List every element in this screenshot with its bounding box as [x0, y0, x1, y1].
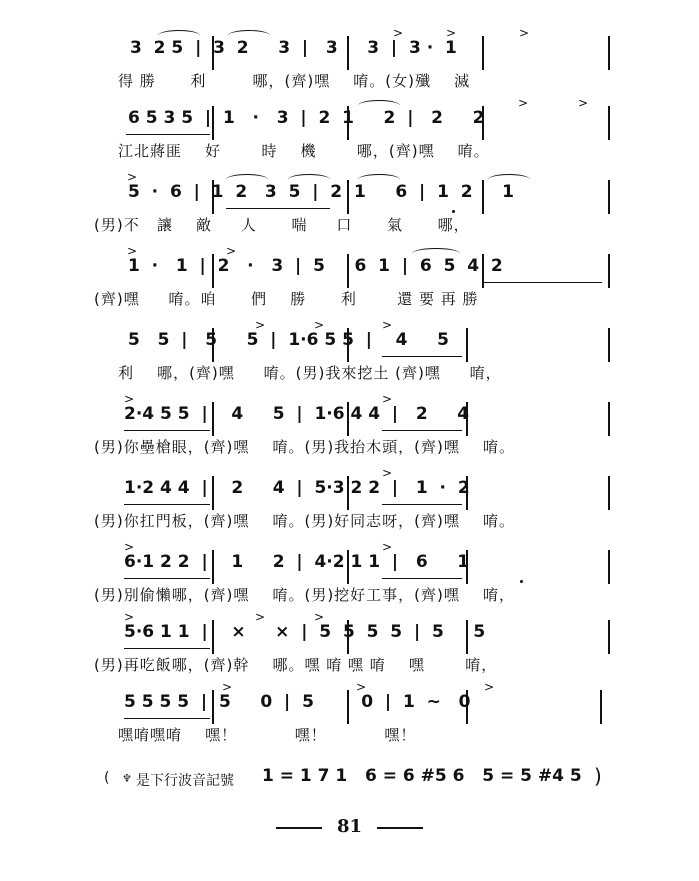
- notes-text: 2·4 5 5 | 4 5 | 1·6 4 4 | 2 4: [124, 404, 470, 424]
- score-system-6: [0, 392, 699, 462]
- lyric-text: 江北蔣匪 好 時 機 哪，(齊)嘿 唷。: [118, 142, 490, 160]
- notation-line: [0, 26, 699, 66]
- lyric-line: [0, 584, 699, 606]
- accent-mark: >: [222, 680, 233, 694]
- octave-dot: [520, 580, 523, 583]
- accent-mark: >: [393, 26, 404, 40]
- accent-mark: >: [578, 96, 589, 110]
- notes-text: 5 5 5 5 | 5 0 | 5 0 | 1 ~ 0: [124, 692, 471, 712]
- lyric-line: [0, 436, 699, 458]
- lyric-text: (齊)嘿 唷。咱 們 勝 利 還 要 再 勝: [94, 290, 479, 308]
- underline-beat: [382, 430, 462, 431]
- score-system-5: [0, 318, 699, 388]
- lyric-text: 嘿唷嘿唷 嘿！ 嘿！ 嘿！: [118, 726, 417, 744]
- lyric-text: 得 勝 利 哪，(齊)嘿 唷。(女)殲 滅: [118, 72, 471, 90]
- lyric-line: [0, 724, 699, 746]
- notation-line: [0, 680, 699, 720]
- footer-rule-left: [276, 827, 322, 829]
- underline-beat: [124, 504, 210, 505]
- underline-beat: [124, 718, 210, 719]
- accent-mark: >: [356, 680, 367, 694]
- accent-mark: >: [124, 540, 135, 554]
- underline-beat: [484, 282, 602, 283]
- accent-mark: >: [382, 466, 393, 480]
- lyric-text: (男)別偷懶哪，(齊)嘿 唷。(男)挖好工事，(齊)嘿 唷，: [94, 586, 515, 604]
- notation-line: [0, 466, 699, 506]
- lyric-text: (男)你壘槍眼，(齊)嘿 唷。(男)我抬木頭，(齊)嘿 唷。: [94, 438, 515, 456]
- octave-dot: [452, 210, 455, 213]
- lyric-text: (男)你扛門板，(齊)嘿 唷。(男)好同志呀，(齊)嘿 唷。: [94, 512, 515, 530]
- underline-beat: [126, 134, 210, 135]
- bar-line: [608, 254, 610, 288]
- underline-beat: [382, 504, 462, 505]
- underline-beat: [226, 208, 330, 209]
- legend-label: 是下行波音記號: [136, 773, 234, 789]
- notes-text: 6 5 3 5 | 1 · 3 | 2 1 2 | 2 2: [128, 108, 485, 128]
- bar-line: [608, 328, 610, 362]
- score-system-4: [0, 244, 699, 314]
- accent-mark: >: [226, 244, 237, 258]
- score-system-7: [0, 466, 699, 536]
- bar-line: [482, 36, 484, 70]
- notes-text: 6·1 2 2 | 1 2 | 4·2 1 1 | 6 1: [124, 552, 470, 572]
- bar-line: [608, 180, 610, 214]
- score-system-10: [0, 680, 699, 750]
- underline-beat: [124, 648, 210, 649]
- notes-text: 1·2 4 4 | 2 4 | 5·3 2 2 | 1 · 2: [124, 478, 470, 498]
- notes-text: 3 2 5 | 3 2 3 | 3 3 | 3 · 1: [130, 38, 457, 58]
- accent-mark: >: [518, 96, 529, 110]
- underline-beat: [124, 578, 210, 579]
- bar-line: [600, 690, 602, 724]
- lyric-line: [0, 510, 699, 532]
- lyric-line: [0, 362, 699, 384]
- notation-line: [0, 392, 699, 432]
- page-number: 81: [336, 816, 363, 837]
- notation-line: [0, 96, 699, 136]
- legend-formula: 1 = 1 7 1 6 = 6 #5 6 5 = 5 #4 5: [262, 766, 582, 786]
- accent-mark: >: [314, 610, 325, 624]
- lyric-line: [0, 654, 699, 676]
- lyric-line: [0, 140, 699, 162]
- accent-mark: >: [124, 610, 135, 624]
- accent-mark: >: [382, 318, 393, 332]
- underline-beat: [382, 356, 462, 357]
- notes-text: 5 5 | 5 5 | 1·6 5 5 | 4 5: [128, 330, 449, 350]
- notes-text: 1 · 1 | 2 · 3 | 5 6 1 | 6 5 4 2: [128, 256, 503, 276]
- page-footer: [0, 816, 699, 840]
- accent-mark: >: [484, 680, 495, 694]
- lyric-line: [0, 70, 699, 92]
- accent-mark: >: [255, 318, 266, 332]
- underline-beat: [382, 578, 462, 579]
- bar-line: [608, 550, 610, 584]
- notation-line: [0, 610, 699, 650]
- notation-line: [0, 318, 699, 358]
- notes-text: 5 · 6 | 1 2 3 5 | 2 1 6 | 1 2 1: [128, 182, 515, 202]
- accent-mark: >: [519, 26, 530, 40]
- score-system-1: [0, 26, 699, 96]
- bar-line: [466, 328, 468, 362]
- accent-mark: >: [127, 244, 138, 258]
- accent-mark: >: [124, 392, 135, 406]
- score-system-8: [0, 540, 699, 610]
- mordent-icon: ♆: [122, 772, 132, 785]
- underline-beat: [124, 430, 210, 431]
- bar-line: [608, 106, 610, 140]
- legend-close-paren: ): [594, 764, 602, 788]
- legend-open-paren: (: [104, 770, 110, 786]
- lyric-text: 利 哪，(齊)嘿 唷。(男)我來挖土 (齊)嘿 唷，: [118, 364, 502, 382]
- bar-line: [608, 620, 610, 654]
- bar-line: [608, 476, 610, 510]
- lyric-text: (男)不 讓 敵 人 喘 口 氣 哪，: [94, 216, 470, 234]
- notes-text: 5·6 1 1 | × × | 5 5 5 5 | 5 5: [124, 622, 486, 642]
- accent-mark: >: [255, 610, 266, 624]
- accent-mark: >: [382, 392, 393, 406]
- score-system-2: [0, 96, 699, 166]
- notation-line: [0, 170, 699, 210]
- lyric-text: (男)再吃飯哪，(齊)幹 哪。嘿 唷 嘿 唷 嘿 唷，: [94, 656, 498, 674]
- accent-mark: >: [382, 540, 393, 554]
- ornament-legend: [0, 756, 699, 806]
- bar-line: [608, 36, 610, 70]
- notation-line: [0, 540, 699, 580]
- score-system-9: [0, 610, 699, 680]
- bar-line: [608, 402, 610, 436]
- lyric-line: [0, 214, 699, 236]
- accent-mark: >: [446, 26, 457, 40]
- accent-mark: >: [127, 170, 138, 184]
- score-system-3: [0, 170, 699, 240]
- accent-mark: >: [314, 318, 325, 332]
- footer-rule-right: [377, 827, 423, 829]
- notation-line: [0, 244, 699, 284]
- lyric-line: [0, 288, 699, 310]
